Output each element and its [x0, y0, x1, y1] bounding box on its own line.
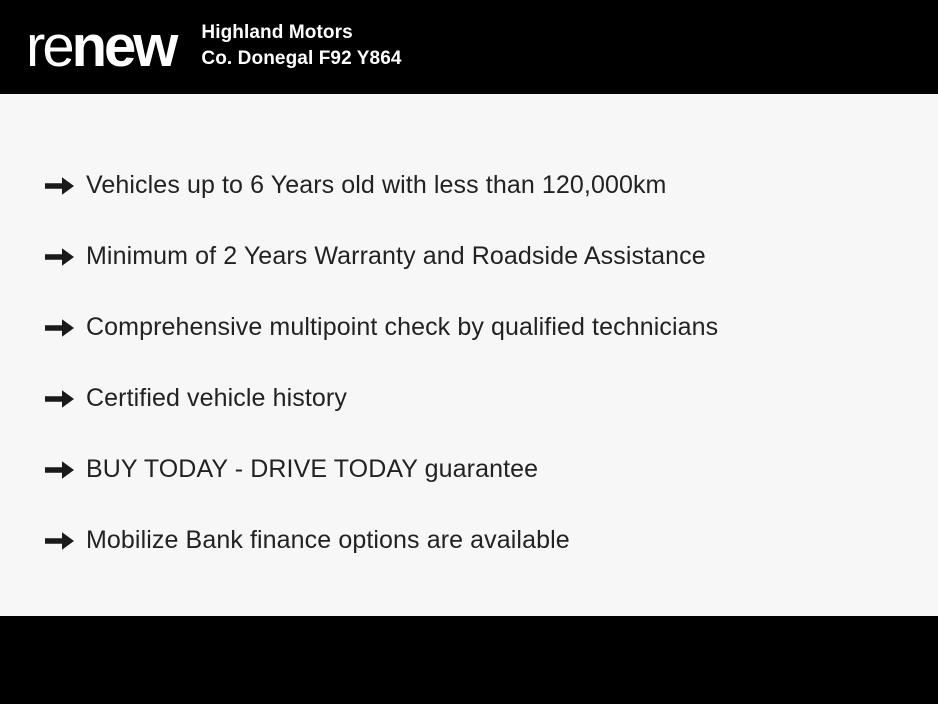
renew-logo: [26, 14, 176, 79]
list-item: [44, 292, 938, 363]
feature-text: Vehicles up to 6 Years old with less than 120,000km: [86, 171, 667, 199]
page-footer: [0, 616, 938, 704]
logo-text-new: new: [71, 14, 176, 79]
arrow-right-icon: [44, 530, 76, 552]
arrow-right-icon: [44, 317, 76, 339]
arrow-right-icon: [44, 459, 76, 481]
feature-text: Minimum of 2 Years Warranty and Roadside Assistance: [86, 242, 706, 270]
arrow-right-icon: [44, 175, 76, 197]
dealer-address: Co. Donegal F92 Y864: [201, 48, 402, 69]
list-item: [44, 363, 938, 434]
list-item: [44, 505, 938, 576]
arrow-right-icon: [44, 388, 76, 410]
feature-list: [44, 150, 938, 576]
features-panel: [0, 94, 938, 616]
logo-text-re: re: [26, 14, 72, 79]
dealer-info: [201, 20, 401, 73]
feature-text: Certified vehicle history: [86, 384, 347, 412]
list-item: [44, 150, 938, 221]
feature-text: BUY TODAY - DRIVE TODAY guarantee: [86, 455, 539, 483]
list-item: [44, 221, 938, 292]
dealer-name: Highland Motors: [201, 22, 353, 44]
page-header: [0, 0, 938, 94]
feature-text: Mobilize Bank finance options are available: [86, 526, 570, 554]
list-item: [44, 434, 938, 505]
feature-text: Comprehensive multipoint check by qualified technicians: [86, 313, 719, 341]
arrow-right-icon: [44, 246, 76, 268]
